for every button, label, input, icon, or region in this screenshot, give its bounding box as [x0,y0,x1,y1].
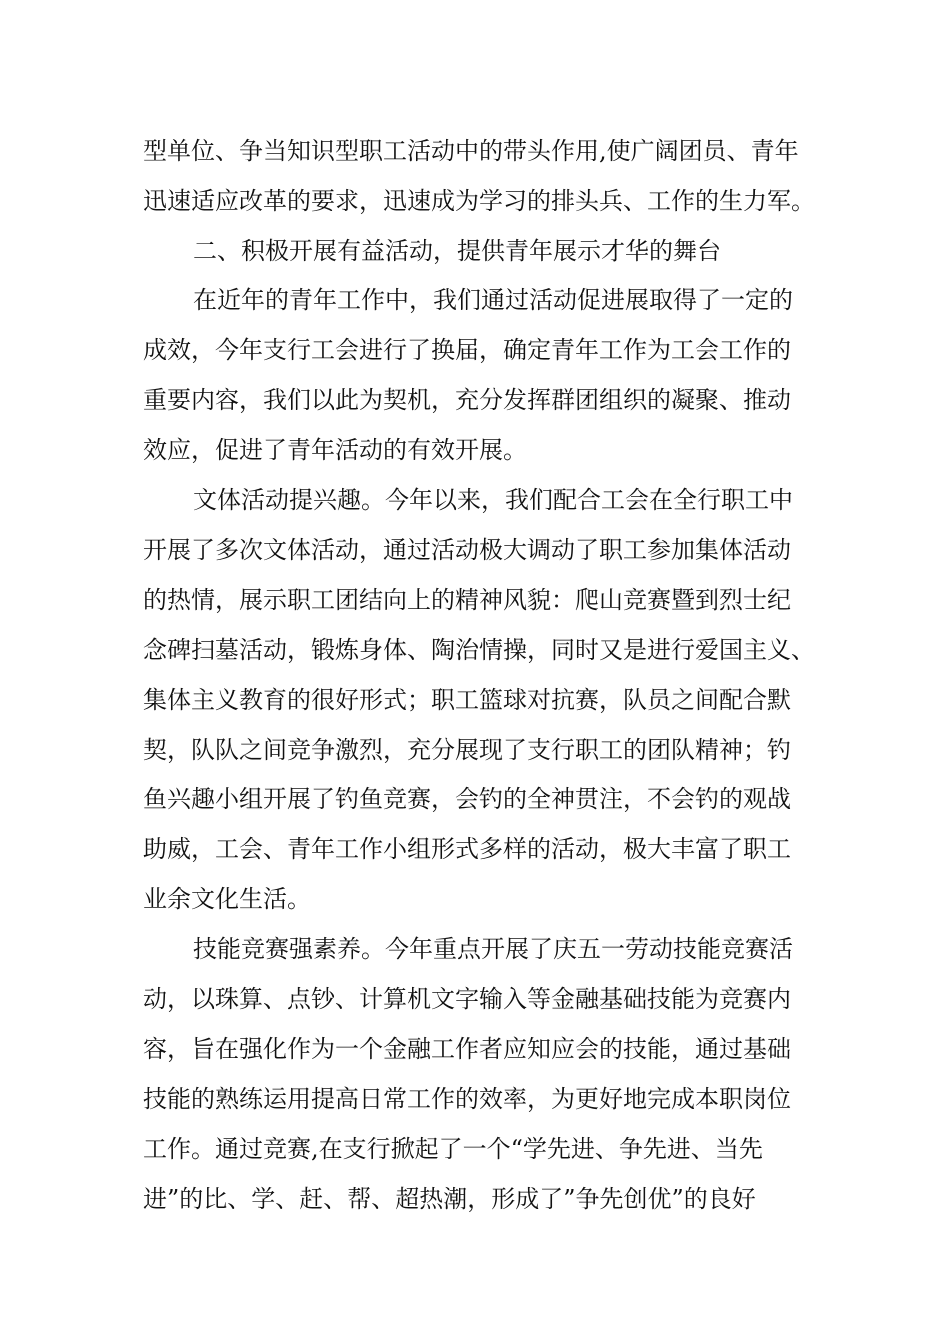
text-line: 鱼兴趣小组开展了钓鱼竞赛，会钓的全神贯注，不会钓的观战 [143,785,791,813]
text-line: 迅速适应改革的要求，迅速成为学习的排头兵、工作的生力军。 [143,187,815,215]
text-line: 开展了多次文体活动，通过活动极大调动了职工参加集体活动 [143,536,791,564]
text-line: 的热情，展示职工团结向上的精神风貌：爬山竞赛暨到烈士纪 [143,586,791,614]
text-line: 重要内容，我们以此为契机，充分发挥群团组织的凝聚、推动 [143,386,791,414]
section-heading: 二、积极开展有益活动，提供青年展示才华的舞台 [193,237,721,265]
text-line: 文体活动提兴趣。今年以来，我们配合工会在全行职工中 [193,486,793,514]
text-line: 助威，工会、青年工作小组形式多样的活动，极大丰富了职工 [143,835,791,863]
text-line: 型单位、争当知识型职工活动中的带头作用,使广阔团员、青年 [143,137,799,165]
text-line: 效应，促进了青年活动的有效开展。 [143,436,527,464]
text-line: 业余文化生活。 [143,885,311,913]
text-line: 技能竞赛强素养。今年重点开展了庆五一劳动技能竞赛活 [193,935,793,963]
text-line: 技能的熟练运用提高日常工作的效率，为更好地完成本职岗位 [143,1085,791,1113]
text-line: 成效，今年支行工会进行了换届，确定青年工作为工会工作的 [143,336,791,364]
text-line: 容，旨在强化作为一个金融工作者应知应会的技能，通过基础 [143,1035,791,1063]
text-line: 契，队队之间竞争激烈，充分展现了支行职工的团队精神；钓 [143,736,791,764]
text-line: 集体主义教育的很好形式；职工篮球对抗赛，队员之间配合默 [143,686,791,714]
text-line: 工作。通过竞赛,在支行掀起了一个“学先进、争先进、当先 [143,1135,763,1163]
text-line: 在近年的青年工作中，我们通过活动促进展取得了一定的 [193,286,793,314]
text-line: 进”的比、学、赶、帮、超热潮，形成了”争先创优”的良好 [143,1185,756,1213]
text-line: 念碑扫墓活动，锻炼身体、陶治情操，同时又是进行爱国主义、 [143,636,815,664]
text-line: 动，以珠算、点钞、计算机文字输入等金融基础技能为竞赛内 [143,985,791,1013]
